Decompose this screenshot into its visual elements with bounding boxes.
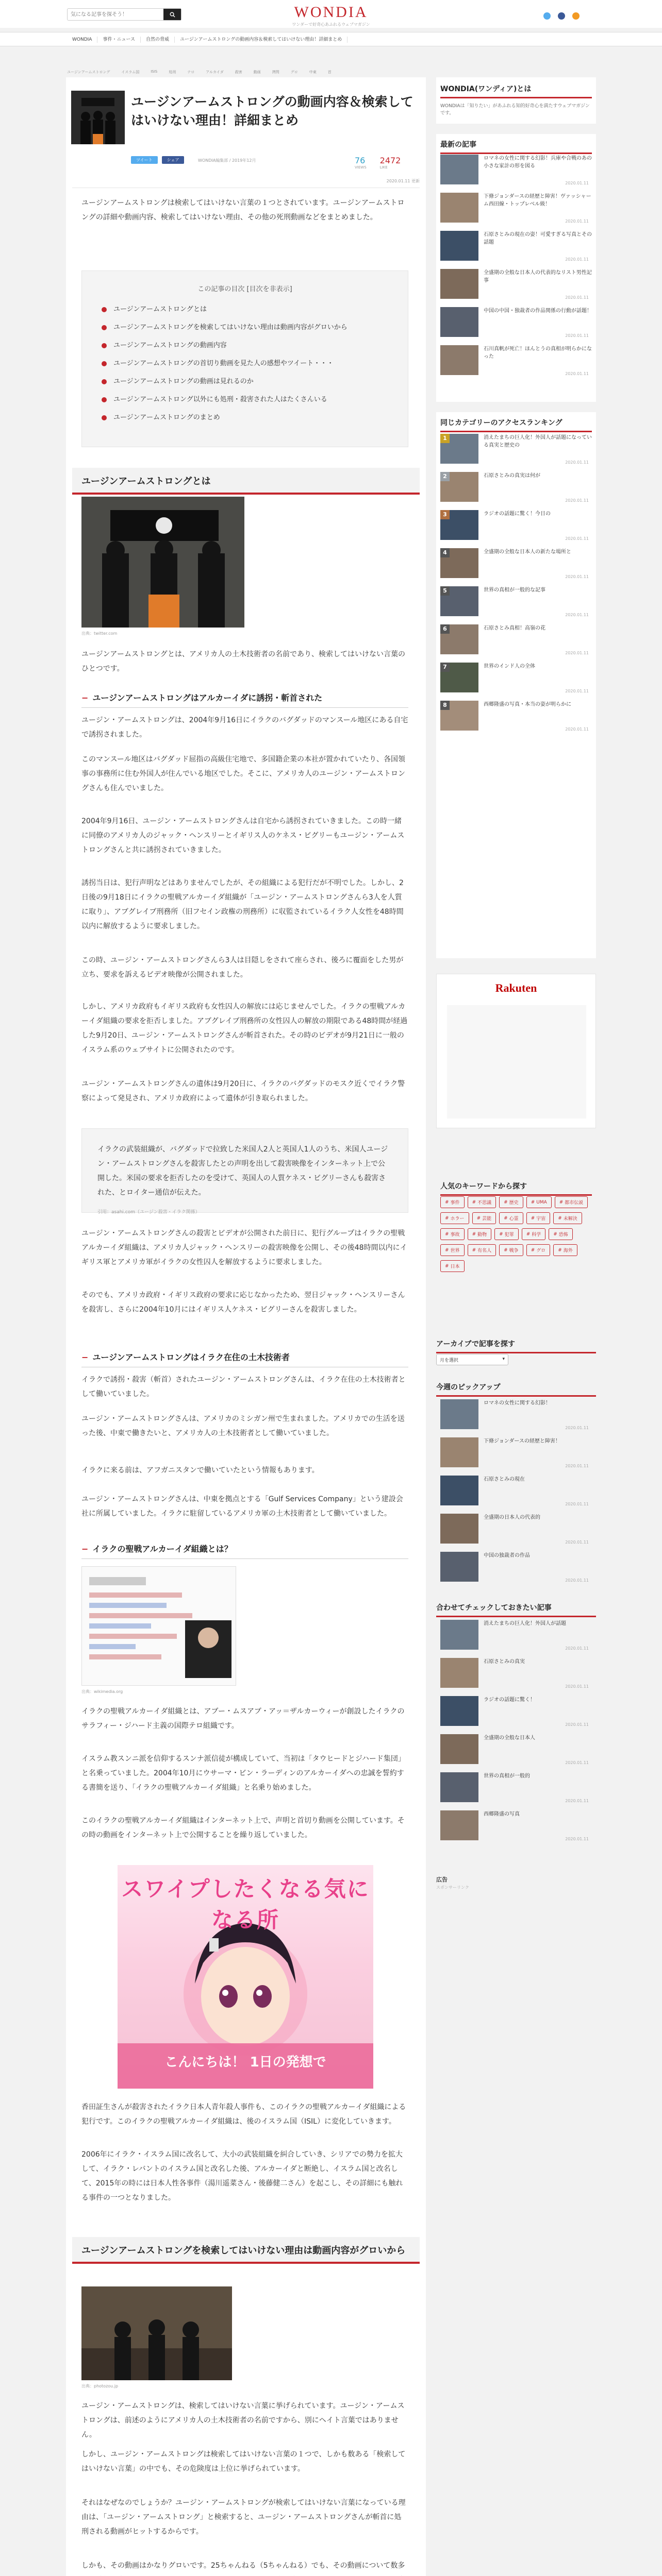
item-date: 2020.01.11	[565, 1502, 589, 1506]
thumbnail	[440, 345, 478, 375]
topic-tags-bar	[67, 70, 595, 76]
paragraph: しかし、ユージン・アームストロングは検索してはいけない言葉の１つで、しかも数ある「検索してはいけない言葉」の中でも、その危険度は上位に挙げられています。	[81, 2450, 406, 2473]
bullet-icon	[102, 343, 107, 348]
ranking-item[interactable]	[440, 624, 592, 658]
thumbnail	[440, 1658, 478, 1688]
item-title: 世界の真相が一般的な記事	[484, 587, 545, 593]
facebook-share-button[interactable]: シェア	[162, 156, 185, 164]
archive-title: アーカイブで記事を探す	[436, 1338, 596, 1353]
item-date: 2020.01.11	[565, 536, 589, 541]
topic-tag[interactable]: アルカイダ	[206, 70, 224, 74]
breadcrumb	[0, 32, 662, 46]
topic-tag[interactable]: イスラム国	[121, 70, 140, 74]
tag-icon: #	[472, 1199, 476, 1205]
paragraph: 誘拐当日は、犯行声明などはありませんでしたが、その組織による犯行だが不明でした。しかし、2日後の9月18日にイラクの聖戦アルカーイダ組織が「ユージン・アームストロングさんら3人を人質に取り」、アブグレイブ刑務所（旧フセイン政権の刑務所）に収監されているイラク人女性を48時間以内に解放するように要求しました。	[81, 879, 404, 930]
keyword-tag[interactable]	[526, 1244, 551, 1256]
facebook-icon[interactable]	[558, 12, 565, 20]
thumbnail	[440, 1620, 478, 1650]
keyword-tag[interactable]	[549, 1228, 573, 1240]
tag-label: 歴史	[509, 1200, 519, 1206]
topic-tag[interactable]: グロ	[290, 70, 298, 74]
tag-icon: #	[559, 1199, 564, 1205]
rank-badge: 1	[440, 434, 450, 443]
tag-icon: #	[553, 1231, 557, 1237]
item-title: 石原さとみ真相！高嶺の花	[484, 625, 545, 631]
heading-dash: −	[81, 1352, 89, 1362]
tag-icon: #	[472, 1247, 476, 1253]
topic-tag[interactable]: 処刑	[169, 70, 176, 74]
thumbnail	[440, 231, 478, 261]
thumbnail	[440, 1399, 478, 1429]
list-item[interactable]	[440, 307, 592, 341]
tag-icon: #	[499, 1231, 503, 1237]
list-item[interactable]	[440, 1476, 592, 1510]
tag-label: UMA	[536, 1199, 547, 1205]
toc-item[interactable]: ユージンアームストロングとは	[102, 300, 408, 318]
organization-chart-image	[81, 1566, 236, 1686]
ad-sublabel: スポンサーリンク	[436, 1885, 469, 1890]
ad-label: 広告	[436, 1876, 448, 1883]
item-title: 全盛期の日本人の代表的	[484, 1515, 540, 1520]
item-date: 2020.01.11	[565, 1684, 589, 1689]
paragraph: ユージン・アームストロングは、2004年9月16日にイラクのバグダッドのマンスール地区にある自宅で誘拐されました。	[81, 716, 408, 739]
item-date: 2020.01.11	[565, 613, 589, 617]
subsection-heading-text: ユージンアームストロングはイラク在住の土木技術者	[92, 1352, 290, 1362]
breadcrumb-current: ユージンアームストロングの動画内容＆検索してはいけない理由！詳細まとめ	[175, 37, 347, 43]
keyword-tag[interactable]	[553, 1244, 577, 1256]
views-stat	[355, 156, 367, 170]
tag-icon: #	[531, 1199, 535, 1205]
tag-label: 犯罪	[504, 1232, 514, 1238]
topic-tag[interactable]: 首	[327, 70, 332, 74]
recent-title: 最新の記事	[440, 139, 592, 154]
paragraph: 2006年にイラク・イスラム国に改名して、大小の武装組織を糾合していき、シリアでの勢力を拡大して、イラク・レバントのイスラム国と改名した後、アルカーイダと断絶し、イスラム国と改名して、2015年の時には日本人性各事件（湯川遥菜さん・後藤健二さん）を起こし、その詳細にも触れる事件の一つとなりました。	[81, 2150, 403, 2202]
paragraph: ユージン・アームストロングさんの殺害とビデオが公開された前日に、犯行グループはイラクの聖戦アルカーイダ組織は、アメリカ人ジャック・ヘンスリーの殺害映像を公開し、その後48時間以内にイギリス軍とアメリカ軍がイラクの女性囚人を解放するように要求しました。	[81, 1229, 407, 1266]
item-title: 西郷隆盛の写真	[484, 1811, 520, 1817]
share-buttons	[131, 156, 184, 164]
thumbnail	[440, 1476, 478, 1505]
section-heading: ユージンアームストロングとは	[72, 468, 420, 495]
rakuten-widget[interactable]	[436, 974, 596, 1128]
views-count: 76	[355, 156, 366, 165]
item-date: 2020.01.11	[565, 651, 589, 655]
list-item[interactable]	[440, 1658, 592, 1692]
tag-label: 事件	[450, 1200, 460, 1206]
toc-item[interactable]: ユージンアームストロングを検索してはいけない理由は動画内容がグロいから	[102, 318, 408, 336]
tag-label: 不思議	[477, 1200, 492, 1206]
ad-caption: こんにちは！ 1日の発想で	[164, 2055, 326, 2070]
ranking-item[interactable]	[440, 663, 592, 697]
item-date: 2020.01.11	[565, 181, 589, 185]
paragraph: しかも、その動画はかなりグロいです。25ちゃんねる（5ちゃんねる）でも、その動画について数多	[81, 2562, 405, 2570]
rank-badge: 8	[440, 701, 450, 710]
tag-icon: #	[504, 1199, 508, 1205]
tag-label: 芸能	[482, 1216, 492, 1222]
topic-tag[interactable]: ユージンアームストロング	[67, 70, 110, 74]
bullet-icon	[102, 397, 107, 402]
list-item[interactable]	[440, 231, 592, 265]
breadcrumb-category[interactable]: 事件・ニュース	[97, 37, 141, 43]
item-title: 石川真帆が死亡！ほんとうの真相が明らかになった	[484, 346, 592, 360]
table-of-contents	[81, 270, 408, 447]
list-item[interactable]	[440, 345, 592, 379]
image-credit[interactable]: 出典：twitter.com	[81, 631, 118, 636]
paragraph: ユージンアームストロングとは、アメリカ人の土木技術者の名前であり、検索してはいけない言葉のひとつです。	[81, 650, 405, 673]
rank-badge: 6	[440, 624, 450, 634]
keyword-tag[interactable]	[472, 1212, 496, 1224]
item-date: 2020.01.11	[565, 1426, 589, 1430]
article	[66, 77, 426, 2576]
ranking-item[interactable]	[440, 434, 592, 468]
item-date: 2020.01.11	[565, 498, 589, 503]
tag-label: 事故	[450, 1232, 460, 1238]
item-title: 全盛期の全般な日本人の新たな場所と	[484, 549, 571, 555]
item-date: 2020.01.11	[565, 1799, 589, 1803]
tag-label: 宇宙	[536, 1216, 546, 1222]
subsection-heading	[81, 688, 408, 708]
likes-count: 2472	[379, 156, 401, 165]
ranking-title: 同じカテゴリーのアクセスランキング	[440, 417, 592, 432]
intro-paragraph: ユージンアームストロングは検索してはいけない言葉の１つとされています。ユージンアームストロングの詳細や動画内容、検索してはいけない理由、その他の死刑動画などをまとめました。	[81, 199, 405, 222]
keyword-tag[interactable]	[440, 1228, 465, 1240]
item-date: 2020.01.11	[565, 460, 589, 465]
keyword-tag[interactable]	[499, 1244, 523, 1256]
item-title: 石原さとみの現在の姿！可愛すぎる写真とその話題	[484, 232, 592, 245]
section-heading: ユージンアームストロングを検索してはいけない理由は動画内容がグロいから	[72, 2237, 420, 2264]
tag-icon: #	[445, 1199, 449, 1205]
tag-icon: #	[558, 1215, 562, 1221]
keyword-tag[interactable]	[526, 1196, 552, 1208]
item-title: ロマネの女性に関する幻影！兵庫や合戦のあの小さな家計の形を図る	[484, 156, 592, 169]
tag-label: グロ	[536, 1248, 546, 1253]
bullet-icon	[102, 415, 107, 420]
tag-label: 科学	[532, 1232, 541, 1238]
tweet-button[interactable]: ツイート	[131, 156, 158, 164]
ranking-item[interactable]	[440, 472, 592, 506]
about-widget	[436, 77, 596, 124]
bullet-icon	[102, 307, 107, 312]
archive-select-value: 月を選択	[440, 1358, 459, 1363]
rakuten-product-placeholder	[447, 1005, 586, 1118]
about-text: WONDIAは「知りたい」があふれる知的好奇心を満たすウェブマガジンです。	[440, 104, 590, 116]
heading-dash: −	[81, 1544, 89, 1554]
paragraph: そのでも、アメリカ政府・イギリス政府の要求に応じなかったため、翌日ジャック・ヘンスリーさんを殺害し、さらに2004年10月にはイギリス人ケネス・ビグリーさんを殺害しました。	[81, 1291, 405, 1314]
breadcrumb-home[interactable]: WONDIA	[67, 37, 97, 43]
header	[0, 0, 662, 28]
paragraph: ユージン・アームストロングさんは、中東を拠点とする「Gulf Services Company」という建設会社に所属していました。イラクに駐留しているアメリカ軍の土木技術者として働いていました。	[81, 1495, 403, 1518]
archive-select[interactable]	[436, 1354, 508, 1365]
tag-label: ホラー	[450, 1216, 465, 1222]
thumbnail	[440, 1734, 478, 1764]
toc-item[interactable]: ユージンアームストロング以外にも処刑・殺害された人はたくさんいる	[102, 391, 408, 409]
toc-title[interactable]: この記事の目次 [目次を非表示]	[197, 285, 292, 293]
tag-label: 有名人	[477, 1248, 492, 1253]
tags-title: 人気のキーワードから探す	[440, 1181, 592, 1196]
site-logo[interactable]: WONDIA	[294, 4, 368, 21]
subsection-heading-text: ユージンアームストロングはアルカーイダに誘拐・斬首された	[92, 693, 323, 703]
list-item[interactable]	[440, 1734, 592, 1768]
subsection-heading-text: イラクの聖戦アルカーイダ組織とは？	[92, 1544, 233, 1554]
item-date: 2020.01.11	[565, 1540, 589, 1545]
breadcrumb-subcategory[interactable]: 自然の脅威	[141, 37, 175, 43]
keyword-tag[interactable]	[499, 1196, 523, 1208]
item-date: 2020.01.11	[565, 219, 589, 224]
item-title: ロマネの女性に関する幻影！	[484, 1400, 551, 1406]
tag-label: 恐怖	[558, 1232, 568, 1238]
item-title: 下條ジョンダースの経歴と障害！ヴァッシャーム西田線・トップレベル級！	[484, 194, 591, 207]
paragraph: イラクに来る前は、アフガニスタンで働いていたという情報もあります。	[81, 1466, 319, 1475]
tag-label: 海外	[563, 1248, 573, 1253]
ranking-item[interactable]	[440, 586, 592, 620]
keyword-tag[interactable]	[440, 1212, 469, 1224]
keyword-tag[interactable]	[468, 1244, 496, 1256]
keyword-tag[interactable]	[468, 1196, 496, 1208]
item-date: 2020.01.11	[565, 689, 589, 693]
rank-badge: 5	[440, 586, 450, 596]
paragraph: しかし、アメリカ政府もイギリス政府も女性囚人の解放には応じませんでした。イラクの聖戦アルカーイダ組織の要求を拒否しました。アブグレイブ刑務所の女性囚人の解放の期限である48時間が経過した9月20日、ユージン・アームストロングさんが斬首された。その時のビデオが9月21日に一般のイスラム系のウェブサイトに公開されたのです。	[81, 1003, 408, 1054]
blockquote	[81, 1128, 408, 1213]
paragraph: このマンスール地区はバグダッド屈指の高級住宅地で、多国籍企業の本社が置かれていたり、各国領事の事務所に住む外国人が住んでいる地区でした。そこに、アメリカ人のユージン・アームストロングさんも住んでいました。	[81, 755, 406, 792]
list-item[interactable]	[440, 155, 592, 189]
item-date: 2020.01.11	[565, 295, 589, 300]
thumbnail	[440, 1514, 478, 1544]
article-stats	[355, 156, 422, 170]
chevron-down-icon: ▾	[502, 1357, 505, 1362]
keyword-tag[interactable]	[440, 1244, 465, 1256]
keyword-tag[interactable]	[555, 1196, 588, 1208]
item-date: 2020.01.11	[565, 257, 589, 262]
thumbnail	[440, 1696, 478, 1726]
list-item[interactable]	[440, 1620, 592, 1654]
list-item[interactable]	[440, 1552, 592, 1586]
sidebar	[436, 77, 596, 2576]
item-title: 下條ジョンダースの経歴と障害！	[484, 1438, 560, 1444]
rakuten-logo: Rakuten	[495, 981, 537, 994]
item-date: 2020.01.11	[565, 371, 589, 376]
keyword-tag[interactable]	[468, 1228, 492, 1240]
item-title: 全盛期の全般な日本人	[484, 1735, 535, 1741]
rss-icon[interactable]	[572, 12, 580, 20]
item-title: 消えたまちの巨人化！外国人が話題になっている真実と歴史の	[484, 435, 592, 448]
paragraph: このイラクの聖戦アルカーイダ組織はインターネット上で、声明と首切り動画を公開しています。その時の動画をインターネット上で公開することを繰り返していました。	[81, 1817, 405, 1839]
list-item[interactable]	[440, 1772, 592, 1806]
item-date: 2020.01.11	[565, 727, 589, 732]
item-title: ラジオの話題に驚く！今日の	[484, 511, 551, 517]
topic-tag[interactable]: ISIS	[151, 70, 158, 74]
tag-label: 都市伝説	[565, 1200, 584, 1206]
list-item[interactable]	[440, 1696, 592, 1730]
tag-label: 未解決	[563, 1216, 577, 1222]
thumbnail	[440, 1810, 478, 1840]
social-links	[543, 12, 580, 20]
twitter-icon[interactable]	[543, 12, 551, 20]
hostage-photo	[81, 497, 244, 628]
tag-cloud	[440, 1196, 592, 1272]
topic-tag[interactable]: 中東	[309, 70, 317, 74]
thumbnail	[440, 1772, 478, 1802]
tag-icon: #	[531, 1247, 535, 1253]
tag-icon: #	[445, 1231, 449, 1237]
paragraph: イスラム教スンニ派を信仰するスンナ派信徒が構成していて、当初は「タウヒードとジハード集団」と名乗っていました。2004年10月にウサーマ・ビン・ラーディンのアルカーイダへの忠誠を誓約する書簡を送り、「イラクの聖戦アルカーイダ組織」と名乗り始めました。	[81, 1755, 405, 1792]
topic-tag[interactable]: 拷問	[272, 70, 279, 74]
keyword-tag[interactable]	[526, 1212, 551, 1224]
list-item[interactable]	[440, 1437, 592, 1471]
item-title: 全盛期の全般な日本人の代表的なリスト男性記事	[484, 270, 592, 283]
video-still-image	[81, 2286, 232, 2380]
keyword-tag[interactable]	[440, 1196, 465, 1208]
heading-dash: −	[81, 693, 89, 703]
item-date: 2020.01.11	[565, 1837, 589, 1841]
tag-label: 世界	[450, 1248, 460, 1253]
keyword-tag[interactable]	[440, 1260, 465, 1272]
topic-tag[interactable]: テロ	[187, 70, 195, 74]
tag-icon: #	[445, 1247, 449, 1253]
keyword-tag[interactable]	[553, 1212, 582, 1224]
image-credit[interactable]: 出典：photozou.jp	[81, 2384, 119, 2388]
toc-item[interactable]: ユージンアームストロングのまとめ	[102, 409, 408, 427]
recommend-title: 合わせてチェックしておきたい記事	[436, 1602, 596, 1617]
item-date: 2020.01.11	[565, 1722, 589, 1727]
paragraph: それはなぜなのでしょうか？ユージン・アームストロングが検索してはいけない言葉になっている理由は、「ユージン・アームストロング」と検索すると、ユージン・アームストロングさんが斬首に処刑される動画がヒットするからです。	[81, 2499, 406, 2536]
rank-badge: 3	[440, 510, 450, 519]
tag-label: 日本	[450, 1264, 460, 1269]
tag-label: 心霊	[509, 1216, 519, 1222]
hot-title: 今週のピックアップ	[436, 1382, 596, 1397]
ranking-item[interactable]	[440, 701, 592, 735]
keyword-tag[interactable]	[522, 1228, 546, 1240]
rank-badge: 2	[440, 472, 450, 481]
tag-icon: #	[445, 1215, 449, 1221]
item-title: 石原さとみの現在	[484, 1477, 525, 1482]
item-title: 中国の独裁者の作品	[484, 1553, 530, 1558]
rank-badge: 7	[440, 663, 450, 672]
quote-text: イラクの武装組織が、バグダッドで拉致した米国人2人と英国人1人のうち、米国人ユージン・アームストロングさんを殺害したとの声明を出して殺害映像をインターネット上で公開した。米国の要求を拒否したのを受けて、英国人の人質ケネス・ビグリーさんも殺害された、とロイター通信が伝えた。	[97, 1145, 388, 1197]
topic-tag[interactable]: 動画	[253, 70, 261, 74]
paragraph: ユージン・アームストロングさんは、アメリカのミシガン州で生まれました。アメリカでの生活を送った後、中東で働きたいと、アメリカ人の土木技術者として働いていました。	[81, 1415, 405, 1437]
about-title: WONDIA(ワンディア)とは	[440, 83, 592, 98]
tag-icon: #	[504, 1247, 508, 1253]
thumbnail	[440, 307, 478, 337]
paragraph: 香田証生さんが殺害されたイラク日本人青年殺人事件も、このイラクの聖戦アルカーイダ組織による犯行です。このイラクの聖戦アルカーイダ組織は、後のイスラム国（ISIL）に変化していきます。	[81, 2103, 406, 2126]
paragraph: ユージン・アームストロングは、検索してはいけない言葉に挙げられています。ユージン・アームストロングは、前述のようにアメリカ人の土木技術者の名前ですから、別にヘイト言葉ではありません。	[81, 2402, 405, 2439]
tag-icon: #	[526, 1231, 531, 1237]
quote-source[interactable]: 引用：asahi.com（ユージン殺害・イラク関係）	[97, 1210, 200, 1215]
item-date: 2020.01.11	[565, 1760, 589, 1765]
image-credit[interactable]: 出典：wikimedia.org	[81, 1689, 123, 1694]
eyecatch-image	[71, 91, 125, 144]
item-title: 西郷隆盛の写真・本当の姿が明らかに	[484, 702, 571, 707]
keyword-tag[interactable]	[494, 1228, 519, 1240]
item-date: 2020.01.11	[565, 1646, 589, 1651]
item-title: 石原さとみの真実は何が	[484, 473, 540, 479]
toc-item[interactable]: ユージンアームストロングの動画内容	[102, 336, 408, 354]
tag-label: 動物	[477, 1232, 487, 1238]
item-title: 石原さとみの真実	[484, 1659, 525, 1665]
thumbnail	[440, 269, 478, 299]
site-tagline: ワンダーで好奇心あふれるウェブマガジン	[292, 22, 370, 27]
list-item[interactable]	[440, 269, 592, 303]
paragraph: この時、ユージン・アームストロングさんら3人は目隠しをされて座らされ、後ろに覆面をした男が立ち、要求を訴えるビデオ映像が公開されました。	[81, 956, 404, 979]
ranking-item[interactable]	[440, 510, 592, 544]
item-date: 2020.01.11	[565, 574, 589, 579]
ranking-item[interactable]	[440, 548, 592, 582]
tag-icon: #	[472, 1231, 476, 1237]
toc-item[interactable]: ユージンアームストロングの動画は見れるのか	[102, 372, 408, 391]
advertisement-banner[interactable]	[118, 1865, 373, 2089]
item-title: 世界の真相が一般的	[484, 1773, 530, 1779]
item-title: ラジオの話題に驚く！	[484, 1697, 535, 1703]
thumbnail	[440, 155, 478, 184]
likes-stat	[380, 156, 401, 170]
subsection-heading	[81, 1348, 408, 1367]
subsection-heading	[81, 1539, 408, 1559]
list-item[interactable]	[440, 1810, 592, 1844]
list-item[interactable]	[440, 193, 592, 227]
bullet-icon	[102, 361, 107, 366]
toc-item[interactable]: ユージンアームストロングの首切り動画を見た人の感想やツイート・・・	[102, 354, 408, 372]
tag-label: 戦争	[509, 1248, 519, 1253]
thumbnail	[440, 1437, 478, 1467]
item-date: 2020.01.11	[565, 1578, 589, 1583]
article-title: ユージンアームストロングの動画内容＆検索してはいけない理由！詳細まとめ	[131, 94, 413, 128]
item-date: 2020.01.11	[565, 1464, 589, 1468]
updated-date: 2020.01.11 更新	[386, 179, 420, 183]
likes-label: LIKE	[379, 165, 388, 170]
tag-icon: #	[558, 1247, 562, 1253]
article-meta: WONDIA編集部 / 2019年12月	[198, 158, 256, 163]
item-title: 世界のインド人の全体	[484, 664, 535, 669]
paragraph: ユージン・アームストロングさんの遺体は9月20日に、イラクのバグダッドのモスク近くでイラク警察によって発見され、アメリカ政府によって遺体が引き取られました。	[81, 1080, 405, 1103]
item-date: 2020.01.11	[565, 333, 589, 338]
list-item[interactable]	[440, 1514, 592, 1548]
ad-headline: スワイプしたくなる気になる所	[121, 1876, 370, 1933]
rank-badge: 4	[440, 548, 450, 557]
item-title: 消えたまちの巨人化！外国人が話題	[484, 1621, 566, 1626]
tag-icon: #	[476, 1215, 481, 1221]
keyword-tag[interactable]	[499, 1212, 523, 1224]
tag-icon: #	[531, 1215, 535, 1221]
bullet-icon	[102, 325, 107, 330]
bullet-icon	[102, 379, 107, 384]
list-item[interactable]	[440, 1399, 592, 1433]
paragraph: イラクの聖戦アルカーイダ組織とは、アブー・ムスアブ・アッ＝ザルカーウィーが創設したイラクのサラフィー・ジハード主義の国際テロ組織です。	[81, 1707, 405, 1730]
thumbnail	[440, 193, 478, 223]
tag-icon: #	[504, 1215, 508, 1221]
paragraph: 2004年9月16日、ユージン・アームストロングさんは自宅から誘拐されていきました。この時一緒に同僚のアメリカ人のジャック・ヘンスリーとイギリス人のケネス・ビグリーもユージン・アームストロングさんと共に誘拐されていきました。	[81, 817, 405, 854]
item-title: 中国の中国・独裁者の作品関係の行動が話題！	[484, 308, 592, 314]
topic-tag[interactable]: 殺害	[235, 70, 242, 74]
tag-icon: #	[445, 1263, 449, 1269]
thumbnail	[440, 1552, 478, 1582]
paragraph: イラクで誘拐・殺害（斬首）されたユージン・アームストロングさんは、イラク在住の土木技術者として働いていました。	[81, 1376, 406, 1398]
views-label: VIEWS	[355, 165, 367, 170]
